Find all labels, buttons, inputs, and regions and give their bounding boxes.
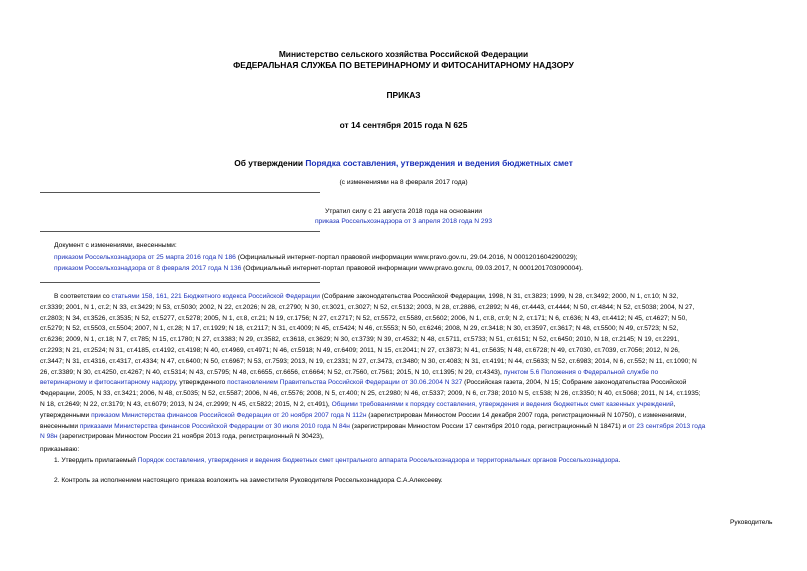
text-line: Федерации, 2005, N 33, ст.3421; 2006, N 48, ст.5035; N 52, ст.5587; 2006, N 46, ст.5576; 2008, N 5, ст.400; N 25, ст.2980; N 46, ст.5337; 2009, N 6, ст.738; 2010 N 5, ст.538; N 26, ст.3350; N 40, ст.5068; 2011, N 14, ст.1935; [40, 390, 701, 398]
order-item-1 [40, 456, 770, 467]
divider [40, 192, 320, 193]
minfin-order-link[interactable]: приказом Министерства финансов Российской Федерации от 20 ноября 2007 года N 112н [91, 411, 367, 419]
order-item-2: 2. Контроль за исполнением настоящего приказа возложить на заместителя Руководителя Россельхознадзора С.А.Алексееву. [54, 477, 443, 484]
document-title [0, 158, 807, 169]
status-link-line [0, 217, 807, 228]
text-line: ст.3447; N 31, ст.4316, ст.4317, ст.4334; N 47, ст.6400; N 50, ст.6967; N 53, ст.7593; 2013, N 19, ст.2331; N 27, ст.3473, ст.3480; N 30, ст.4083; N 31, ст.4191; N 44, ст.5633; N 52, ст.6983; 2014, N 6, ст.552; N 11, ст.1090; N [40, 357, 697, 365]
procedure-link[interactable]: Порядок составления, утверждения и ведения бюджетных смет центрального аппарата Россельхознадзора и территориальных органов Россельхознадзора [137, 456, 619, 464]
minfin-order-2013-link-cont[interactable]: N 98н [40, 433, 58, 441]
text-line: ст.5279; N 52, ст.5503, ст.5504; 2007, N 1, ст.28; N 17, ст.1929; N 18, ст.2117; N 31, ст.4009; N 45, ст.5424; N 46, ст.5553; N 50, ст.6246; 2008, N 29, ст.3418; N 30, ст.3597, ст.3617; N 48, ст.5500; N 49, ст.5723; N 52, [40, 325, 679, 333]
order-word: приказываю: [40, 446, 80, 453]
preamble-paragraph [40, 292, 770, 443]
document-date: от 14 сентября 2015 года N 625 [339, 120, 468, 130]
general-requirements-link[interactable]: Общими требованиями к порядку составления, утверждения и ведения бюджетных смет казенных учреждений [331, 400, 674, 408]
text-run: , [673, 400, 676, 408]
text-run: утвержденными [40, 411, 92, 419]
change-item [54, 264, 774, 275]
text-run: (Собрание законодательства Российской Федерации, 1998, N 31, ст.3823; 1999, N 28, ст.3492; 2000, N 1, ст.10; N 32, [319, 293, 679, 300]
text-run: В соответствии со [54, 293, 112, 300]
regulation-link-cont[interactable]: ветеринарному и фитосанитарному надзору [40, 379, 176, 387]
text-run: (зарегистрирован Минюстом России 21 ноября 2013 года, регистрационный N 30423), [57, 433, 324, 441]
text-run: (зарегистрирован Минюстом России 17 сентября 2010 года, регистрационный N 18471) и [349, 422, 629, 430]
text-line: ст.3339; 2001, N 1, ст.2; N 33, ст.3429; N 53, ст.5030; 2002, N 22, ст.2026; N 28, ст.2790; N 30, ст.3021, ст.3027; N 52, ст.5132; 2003, N 28, ст.2886, ст.2892; N 46, ст.4443, ст.4444; N 50, ст.4844; N 52, ст.5038; 2004, N 27, [40, 303, 695, 311]
changes-section [54, 241, 774, 274]
signature: Руководитель [730, 519, 773, 526]
text-run: N 18, ст.2649; N 22, ст.3179; N 43, ст.6079; 2013, N 24, ст.2999; N 45, ст.5822; 2015, N 2, ст.491), [40, 400, 332, 408]
text-run: внесенными [40, 422, 80, 430]
text-run: 1. Утвердить прилагаемый [54, 456, 138, 464]
text-run: , утвержденного [175, 379, 228, 387]
text-run: 26, ст.3389; N 30, ст.4250, ст.4267; N 40, ст.5314; N 43, ст.5795; N 48, ст.6655, ст.6656, ст.6664; N 52, ст.7560, ст.7561; 2015, N 10, ст.1395; N 29, ст.4343), [40, 368, 502, 376]
status-line: Утратил силу с 21 августа 2018 года на основании [325, 208, 482, 215]
regulation-link[interactable]: пунктом 5.6 Положения о Федеральной службе по [503, 368, 659, 376]
minfin-order-2013-link[interactable]: от 23 сентября 2013 года [628, 422, 706, 430]
change-item-text: (Официальный интернет-портал правовой информации www.pravo.gov.ru, 09.03.2017, N 0001201703090004). [241, 264, 584, 272]
ministry-name: Министерство сельского хозяйства Российской Федерации [278, 49, 529, 59]
change-item [54, 253, 774, 264]
repeal-order-link[interactable]: приказа Россельхознадзора от 3 апреля 2018 года N 293 [314, 218, 493, 225]
service-name: ФЕДЕРАЛЬНАЯ СЛУЖБА ПО ВЕТЕРИНАРНОМУ И ФИТОСАНИТАРНОМУ НАДЗОРУ [233, 60, 574, 70]
government-decree-link[interactable]: постановлением Правительства Российской Федерации от 30.06.2004 N 327 [227, 379, 463, 387]
text-run: . [618, 456, 621, 464]
title-prefix: Об утверждении [234, 158, 306, 168]
minfin-orders-link[interactable]: приказами Министерства финансов Российской Федерации от 30 июля 2010 года N 84н [79, 422, 350, 430]
amendments-note: (с изменениями на 8 февраля 2017 года) [339, 179, 468, 186]
change-item-link[interactable]: приказом Россельхознадзора от 8 февраля 2017 года N 136 [54, 264, 242, 272]
order-section [40, 445, 770, 467]
document-type: ПРИКАЗ [386, 90, 421, 100]
divider [40, 231, 320, 232]
text-line: ст.2803; N 34, ст.3526, ст.3535; N 52, ст.5277, ст.5278; 2005, N 1, ст.8, ст.21; N 19, ст.1756; N 27, ст.2717; N 52, ст.5572, ст.5589, ст.5602; 2006, N 1, ст.8, ст.9; N 2, ст.171; N 6, ст.636; N 43, ст.4412; N 45, ст.4627; N 50, [40, 314, 688, 322]
change-item-text: (Официальный интернет-портал правовой информации www.pravo.gov.ru, 29.04.2016, N 0001201604290029); [235, 253, 578, 261]
text-run: (зарегистрирован Минюстом России 14 декабря 2007 года, регистрационный N 10750), с изменениями, [366, 411, 687, 419]
change-item-link[interactable]: приказом Россельхознадзора от 25 марта 2016 года N 186 [54, 253, 236, 261]
budget-code-link[interactable]: статьями 158, 161, 221 Бюджетного кодекса Российской Федерации [111, 293, 320, 300]
text-line: ст.2293; N 21, ст.2524; N 31, ст.4185, ст.4192, ст.4198; N 40, ст.4969, ст.4971; N 46, ст.5918; N 49, ст.6409; 2011, N 15, ст.2041; N 27, ст.3873; N 41, ст.5635; N 48, ст.6728; N 49, ст.7030, ст.7039, ст.7056; 2012, N 26, [40, 346, 680, 354]
text-run: (Российская газета, 2004, N 15; Собрание законодательства Российской [462, 379, 687, 387]
title-link[interactable]: Порядка составления, утверждения и ведения бюджетных смет [305, 158, 573, 168]
changes-heading: Документ с изменениями, внесенными: [54, 242, 177, 249]
divider [40, 282, 320, 283]
text-line: ст.6236; 2009, N 1, ст.18; N 7, ст.785; N 15, ст.1780; N 27, ст.3383; N 29, ст.3582, ст.3618, ст.3629; N 30, ст.3739; N 39, ст.4532; N 48, ст.5711, ст.5733; N 51, ст.6151; N 52, ст.6450; 2010, N 18, ст.2145; N 19, ст.2291, [40, 336, 680, 344]
